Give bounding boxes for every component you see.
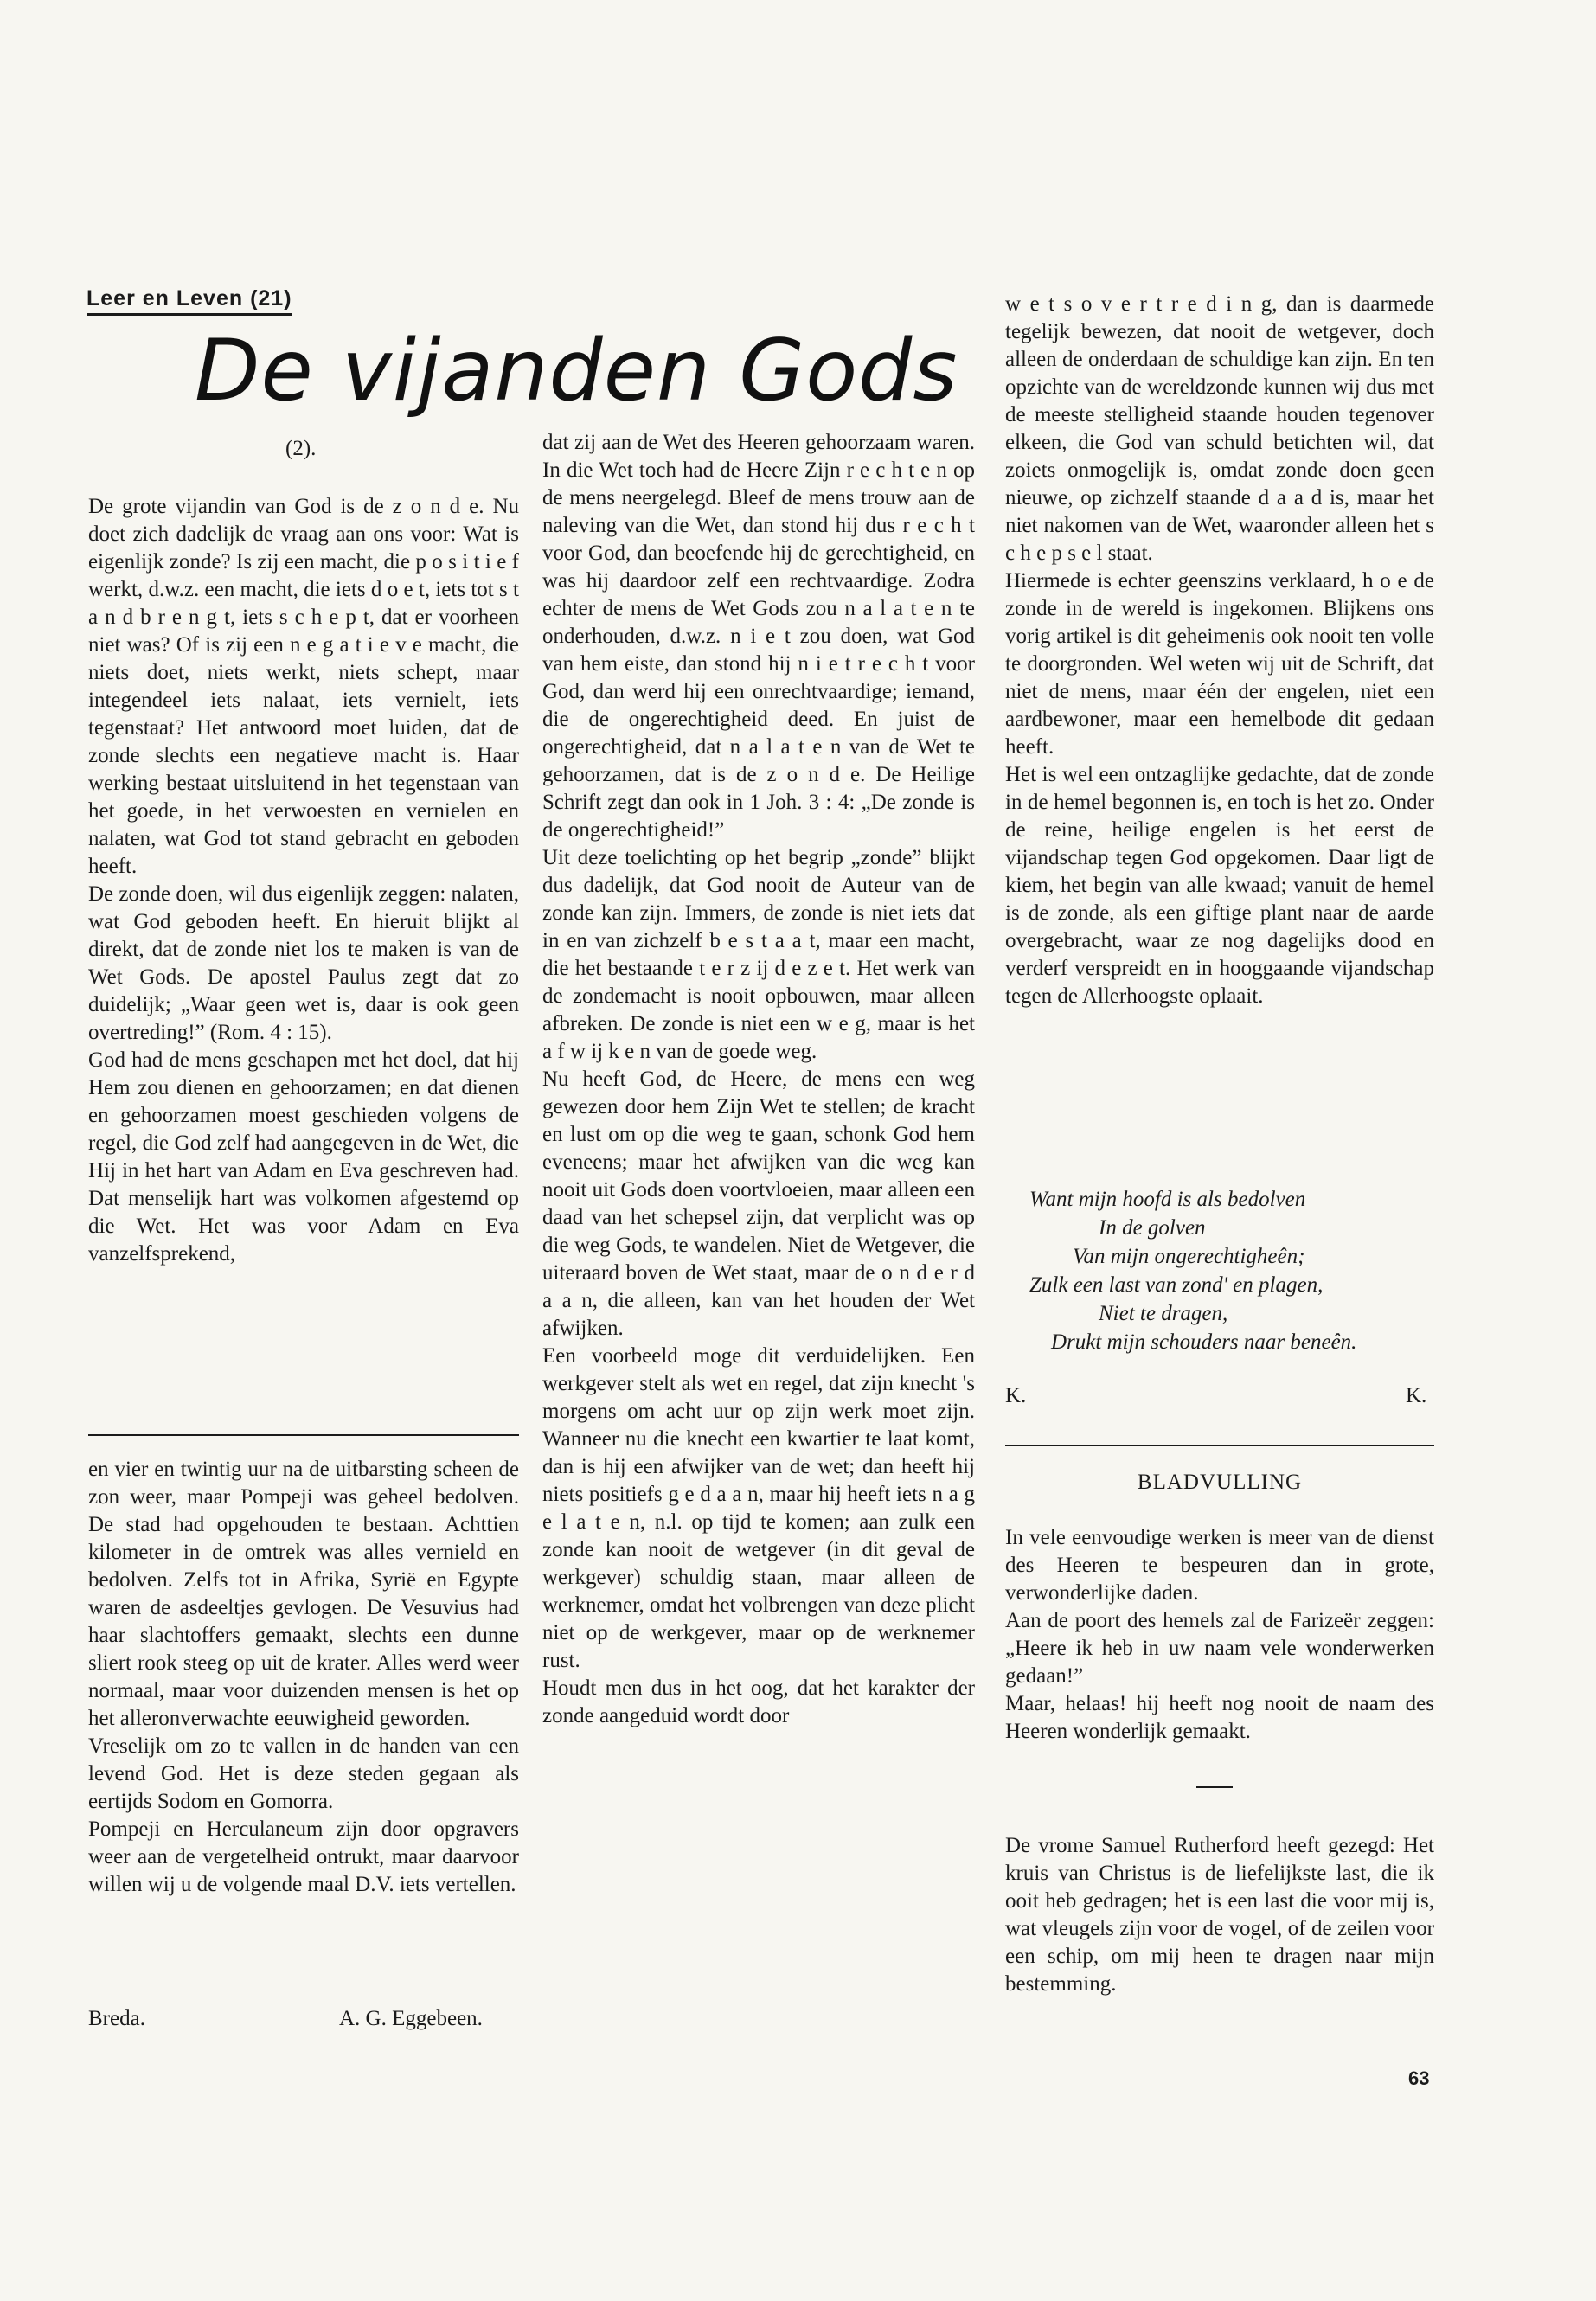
filler-quote [1005,1832,1434,1998]
paragraph: Uit deze toelichting op het begrip „zonde” blijkt dus dadelijk, dat God nooit de Auteur van de zonde kan zijn. Immers, de zonde is niet iets dat in en van zichzelf b e s t a a t, maar een macht, die het bestaande t e r z ij d e z e t. Het werk van de zondemacht is nooit opbouwen, maar alleen afbreken. De zonde is niet een w e g, maar is het a f w ij k e n van de goede weg. [542,846,975,1063]
poem-signature-right: K. [1406,1384,1427,1407]
paragraph: De vrome Samuel Rutherford heeft gezegd: Het kruis van Christus is de liefelijkste last, die ik ooit heb gedragen; het is een last die voor mij is, wat vleugels zijn voor de vogel, of de zeilen voor een schip, om mij heen te dragen naar mijn bestemming. [1005,1834,1434,1996]
poem [1029,1185,1436,1356]
poem-line: Drukt mijn schouders naar beneên. [1051,1330,1357,1354]
paragraph: Het is wel een ontzaglijke gedachte, dat de zonde in de hemel begonnen is, en toch is het zo. Onder de reine, heilige engelen is het eerst de vijandschap tegen God opgekomen. Daar ligt de kiem, het begin van alle kwaad; vanuit de hemel is de zonde, als een giftige plant naar de aarde overgebracht, waar ze nog dagelijks dood en verderf verspreidt en in hooggaande vijandschap tegen de Allerhoogste oplaait. [1005,763,1434,1008]
paragraph: Een voorbeeld moge dit verduidelijken. Een werkgever stelt als wet en regel, dat zijn knecht 's morgens om acht uur op zijn werk moet zijn. Wanneer nu die knecht een kwartier te laat komt, dan is hij een afwijker van de wet; dan heeft hij niets positiefs g e d a a n, maar hij heeft iets n a g e l a t e n, n.l. op tijd te komen; aan zulk een zonde kan nooit de wetgever (in dit geval de werkgever) schuldig staan, maar alleen de werknemer, omdat het volbrengen van deze plicht niet op de werkgever, maar op de werknemer rust. [542,1344,975,1672]
paragraph: Nu heeft God, de Heere, de mens een weg gewezen door hem Zijn Wet te stellen; de kracht en lust om op die weg te gaan, schonk God hem eveneens; maar het afwijken van die weg kan nooit uit Gods doen voortvloeien, maar alleen een daad van het schepsel zijn, dat verplicht was op die weg Gods, te wandelen. Niet de Wetgever, die uiteraard boven de Wet staat, maar de o n d e r d a a n, die alleen, kan van het houden der Wet afwijken. [542,1067,975,1340]
column-divider [1005,1445,1434,1446]
filler-heading: BLADVULLING [1137,1471,1303,1494]
series-label: Leer en Leven (21) [87,287,292,316]
poem-line: In de golven [1099,1216,1206,1240]
paragraph: Vreselijk om zo te vallen in de handen van een levend God. Het is deze steden gegaan als eertijds Sodom en Gomorra. [88,1734,519,1813]
article-title: De vijanden Gods [195,322,958,420]
place: Breda. [88,2007,145,2030]
paragraph: Maar, helaas! hij heeft nog nooit de naam des Heeren wonderlijk gemaakt. [1005,1692,1434,1743]
article-column-1 [88,493,519,1268]
poem-line: Van mijn ongerechtigheên; [1073,1245,1305,1268]
page-number: 63 [1408,2067,1430,2089]
paragraph: en vier en twintig uur na de uitbarsting scheen de zon weer, maar Pompeji was geheel bedolven. De stad had opgehouden te bestaan. Achttien kilometer in de omtrek was alles vernield en bedolven. Zelfs tot in Afrika, Syrië en Egypte waren de asdeeltjes gevlogen. De Vesuvius had haar slachtoffers gemaakt, slechts een dunne sliert rook steeg op uit de krater. Alles werd weer normaal, maar voor duizenden mensen is het op het alleronverwachte eeuwigheid geworden. [88,1458,519,1730]
paragraph: Houdt men dus in het oog, dat het karakter der zonde aangeduid wordt door [542,1676,975,1727]
poem-line: Want mijn hoofd is als bedolven [1029,1188,1306,1211]
paragraph: w e t s o v e r t r e d i n g, dan is daarmede tegelijk bewezen, dat nooit de wetgever, doch alleen de onderdaan de schuldige kan zijn. En ten opzichte van de wereldzonde kunnen wij dus met de meeste stelligheid staande houden tegenover elkeen, die God van schuld betichten wil, dat zoiets onmogelijk is, omdat zonde doen geen nieuwe, op zichzelf staande d a a d is, maar het niet nakomen van de Wet, waaronder alleen het s c h e p s e l staat. [1005,292,1434,565]
poem-line: Niet te dragen, [1099,1302,1228,1325]
article-column-2 [542,429,975,1730]
separator [1196,1786,1233,1788]
paragraph: De grote vijandin van God is de z o n d e. Nu doet zich dadelijk de vraag aan ons voor: Wat is eigenlijk zonde? Is zij een macht, die p o s i t i e f werkt, d.w.z. een macht, die iets d o e t, iets tot s t a n d b r e n g t, iets s c h e p t, dat er voorheen niet was? Of is zij een n e g a t i e v e macht, die niets doet, niets werkt, niets schept, maar integendeel iets nalaat, iets vernielt, iets tegenstaat? Het antwoord moet luiden, dat de zonde slechts een negatieve macht is. Haar werking bestaat uitsluitend in het tegenstaan van het goede, in het verwoesten en vernielen en nalaten, wat God tot stand gebracht en geboden heeft. [88,495,519,878]
paragraph: dat zij aan de Wet des Heeren gehoorzaam waren. In die Wet toch had de Heere Zijn r e c h t e n op de mens neergelegd. Bleef de mens trouw aan de naleving van die Wet, dan stond hij dus r e c h t voor God, dan beoefende hij de gerechtigheid, en was hij daardoor zelf een rechtvaardige. Zodra echter de mens de Wet Gods zou n a l a t e n te onderhouden, d.w.z. n i e t zou doen, wat God van hem eiste, dan stond hij n i e t r e c h t voor God, dan werd hij een onrechtvaardige; iemand, die de ongerechtigheid deed. En juist de ongerechtigheid, dat n a l a t e n van de Wet te gehoorzamen, dat is de z o n d e. De Heilige Schrift zegt dan ook in 1 Joh. 3 : 4: „De zonde is de ongerechtigheid!” [542,431,975,842]
poem-signature-left: K. [1005,1384,1027,1407]
paragraph: Pompeji en Herculaneum zijn door opgravers weer aan de vergetelheid ontrukt, maar daarvoor willen wij u de volgende maal D.V. iets vertellen. [88,1817,519,1896]
paragraph: God had de mens geschapen met het doel, dat hij Hem zou dienen en gehoorzamen; en dat dienen en gehoorzamen moest geschieden volgens de regel, die God zelf had aangegeven in de Wet, die Hij in het hart van Adam en Eva geschreven had. Dat menselijk hart was volkomen afgestemd op die Wet. Het was voor Adam en Eva vanzelfsprekend, [88,1048,519,1266]
poem-line: Zulk een last van zond' en plagen, [1029,1273,1324,1297]
paragraph: Hiermede is echter geenszins verklaard, h o e de zonde in de wereld is ingekomen. Blijkens ons vorig artikel is dit geheimenis ook nooit ten volle te doorgronden. Wel weten wij uit de Schrift, dat niet de mens, maar één der engelen, niet een aardbewoner, maar een hemelbode dit gedaan heeft. [1005,569,1434,759]
article-part-number: (2). [285,437,317,460]
author: A. G. Eggebeen. [339,2007,483,2030]
column-divider [88,1434,519,1436]
paragraph: De zonde doen, wil dus eigenlijk zeggen: nalaten, wat God geboden heeft. En hieruit blijkt al direkt, dat de zonde niet los te maken is van de Wet Gods. De apostel Paulus zegt dat zo duidelijk; „Waar geen wet is, daar is ook geen overtreding!” (Rom. 4 : 15). [88,882,519,1044]
paragraph: Aan de poort des hemels zal de Farizeër zeggen: „Heere ik heb in uw naam vele wonderwerken gedaan!” [1005,1609,1434,1688]
paragraph: In vele eenvoudige werken is meer van de dienst des Heeren te bespeuren dan in grote, verwonderlijke daden. [1005,1526,1434,1605]
filler-text [1005,1524,1434,1746]
pompeii-column [88,1456,519,1899]
article-column-3 [1005,291,1434,1010]
